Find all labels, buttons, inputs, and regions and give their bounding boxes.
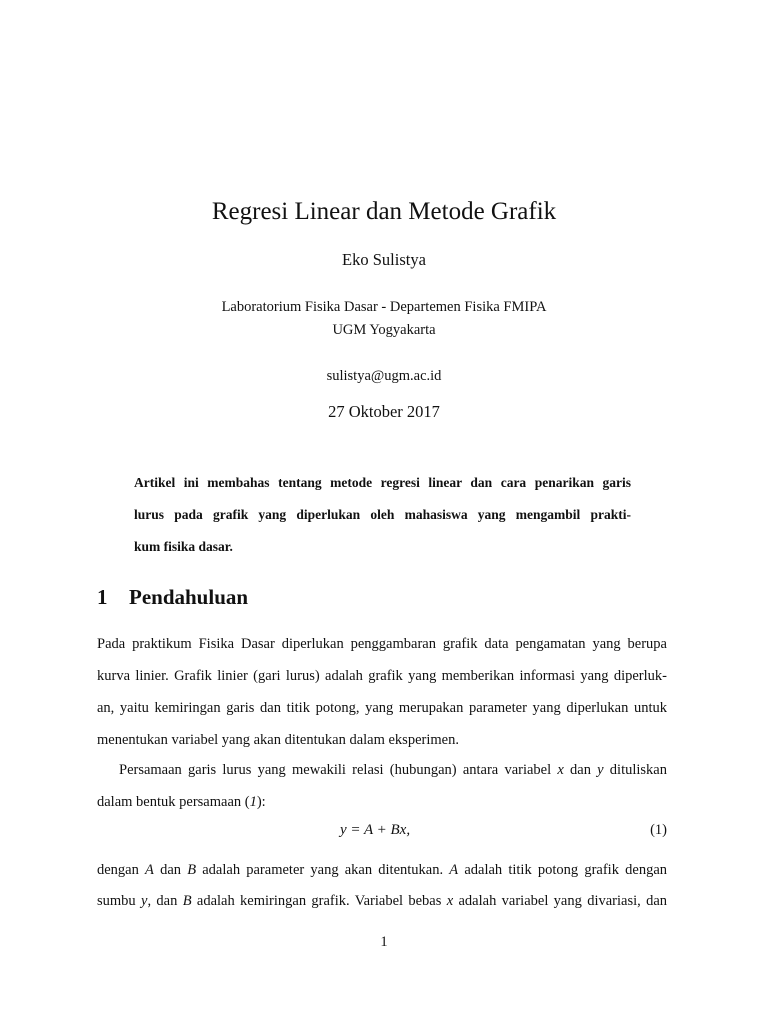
text-run: dan <box>563 762 598 778</box>
abstract-line-3: kum fisika dasar. <box>134 539 233 554</box>
text-run: adalah kemiringan grafik. Variabel bebas <box>191 893 447 909</box>
section-title: Pendahuluan <box>129 585 249 609</box>
math-variable-B: B <box>187 862 197 878</box>
text-run: dan <box>153 862 188 878</box>
paragraph-2-line-2 <box>97 792 667 812</box>
math-variable-y: y <box>597 762 604 778</box>
abstract-line-2: lurus pada grafik yang diperlukan oleh mahasiswa yang mengambil prakti- <box>134 507 631 522</box>
text-run: adalah titik potong grafik dengan <box>458 862 667 878</box>
text-run: adalah parameter yang akan ditentukan. <box>196 862 450 878</box>
math-variable-A: A <box>449 862 459 878</box>
math-variable-y: y <box>141 893 148 909</box>
paragraph-1-line-3: an, yaitu kemiringan garis dan titik potong, yang merupakan parameter yang diperlukan untuk <box>97 700 667 716</box>
text-run: dengan <box>97 862 146 878</box>
equation-1: y = A + Bx, <box>340 822 411 838</box>
equation-number: (1) <box>650 822 667 838</box>
text-run: dituliskan <box>603 762 667 778</box>
text-run: , dan <box>147 893 183 909</box>
math-variable-x: x <box>557 762 564 778</box>
author-email: sulistya@ugm.ac.id <box>326 368 442 384</box>
paragraph-3-line-1 <box>97 860 667 880</box>
math-variable-x: x <box>446 893 454 909</box>
text-run: ): <box>256 794 266 810</box>
paragraph-1-line-4: menentukan variabel yang akan ditentukan dalam eksperimen. <box>97 732 459 748</box>
math-variable-A: A <box>145 862 154 878</box>
math-variable-B: B <box>182 893 192 909</box>
paragraph-1-line-1: Pada praktikum Fisika Dasar diperlukan penggambaran grafik data pengamatan yang berupa <box>97 636 667 652</box>
page-number: 1 <box>380 934 388 950</box>
section-number: 1 <box>97 585 108 609</box>
text-run: adalah variabel yang divariasi, dan <box>453 893 668 909</box>
text-run: Persamaan garis lurus yang mewakili relasi (hubungan) antara variabel <box>119 762 558 778</box>
publication-date: 27 Oktober 2017 <box>328 402 440 421</box>
affiliation-line-2: UGM Yogyakarta <box>332 322 436 338</box>
text-run: sumbu <box>97 893 142 909</box>
paragraph-2-line-1 <box>119 760 667 780</box>
affiliation-line-1: Laboratorium Fisika Dasar - Departemen Fisika FMIPA <box>221 299 547 315</box>
author-name: Eko Sulistya <box>342 250 426 269</box>
abstract-line-1: Artikel ini membahas tentang metode regresi linear dan cara penarikan garis <box>134 475 631 490</box>
section-heading <box>97 583 248 611</box>
paragraph-1-line-2: kurva linier. Grafik linier (gari lurus) adalah grafik yang memberikan informasi yang diperluk- <box>97 668 667 684</box>
text-run: dalam bentuk persamaan ( <box>97 794 250 810</box>
equation-reference-link[interactable]: 1 <box>249 794 257 810</box>
paper-title: Regresi Linear dan Metode Grafik <box>211 198 557 225</box>
paragraph-3-line-2 <box>97 891 667 911</box>
